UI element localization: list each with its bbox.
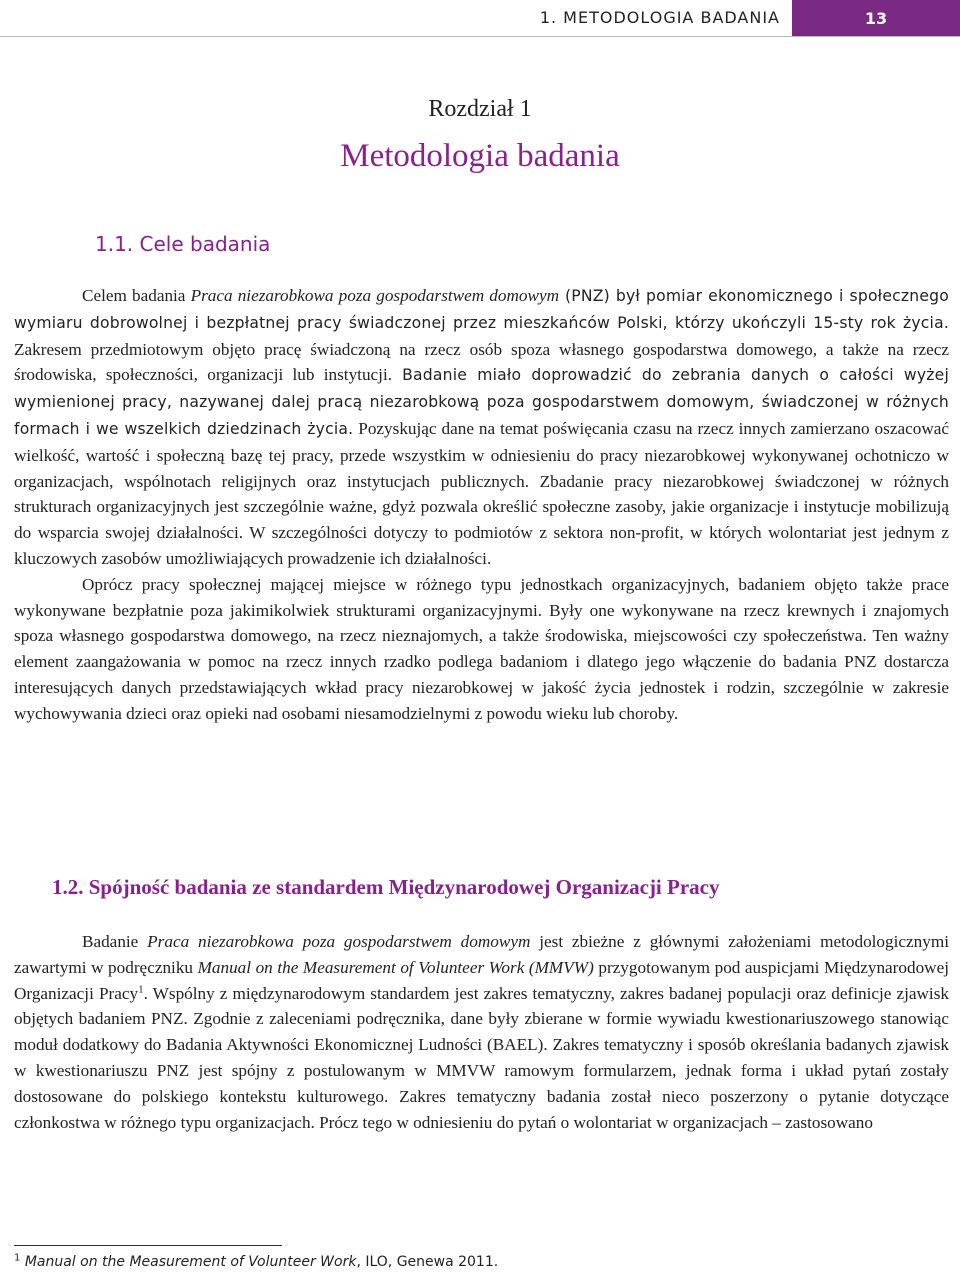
paragraph: Oprócz pracy społecznej mającej miejsce w różnego typu jednostkach organizacyjnych, badaniem objęto także prace wykonywane bezpłatnie poza jakimikolwiek strukturami organizacyjnymi. Były one wykonywane na rzecz krewnych i znajomych spoza własnego gospodarstwa domowego, na rzecz nieznajomych, a także środowiska, miejscowości czy społeczeństwa. Ten ważny element zaangażowania w pomoc na rzecz innych rzadko podlega badaniom i dlatego jego włączenie do badania PNZ dostarcza interesujących danych przedstawiających wkład pracy niezarobkowej w jakość życia jednostek i rodzin, szczególnie w zakresie wychowywania dzieci oraz opieki nad osobami niesamodzielnymi z powodu wieku lub choroby. bbox=[14, 574, 949, 723]
section-heading-1-2: 1.2. Spójność badania ze standardem Międzynarodowej Organizacji Pracy bbox=[52, 875, 720, 899]
section-heading-1-1: 1.1. Cele badania bbox=[95, 232, 271, 256]
text-run: Pozyskując dane na temat poświęcania czasu na rzecz innych zamierzano oszacować wielkość, wartość i społeczną bazę tej pracy, przede wszystkim w odniesieniu do pracy niezarobkowej wykonywanej ochotniczo w organizacjach, wspólnotach religijnych oraz instytucjach publicznych. Zbadanie pracy niezarobkowej świadczonej w różnych strukturach organizacyjnych jest szczególnie ważne, gdyż pozwala określić społeczne zasoby, jakie organizacje i instytucje mobilizują do wsparcia swojej działalności. W szczególności dotyczy to podmiotów z sektora non-profit, w których wolontariat jest jednym z kluczowych zasobów umożliwiających prowadzenie ich działalności. bbox=[14, 418, 949, 568]
footnote-text: , ILO, Genewa 2011. bbox=[356, 1254, 499, 1270]
italic-title: Praca niezarobkowa poza gospodarstwem domowym bbox=[147, 932, 531, 951]
footnote-title: Manual on the Measurement of Volunteer Work bbox=[24, 1254, 357, 1270]
paragraph bbox=[14, 283, 949, 572]
page-number: 13 bbox=[792, 0, 960, 36]
page-header bbox=[0, 0, 960, 38]
text-run: . Wspólny z międzynarodowym standardem jest zakres tematyczny, zakres badanej populacji oraz definicje zjawisk objętych badaniem PNZ. Zgodnie z zaleceniami podręcznika, dane były zbierane w formie wywiadu kwestionariuszowego stanowiąc moduł dodatkowy do Badania Aktywności Ekonomicznej Ludności (BAEL). Zakres tematyczny i sposób określania badanych zjawisk w kwestionariuszu PNZ jest spójny z postulowanym w MMVW ramowym formularzem, jednak forma i układ pytań zostały dostosowane do polskiego kontekstu kulturowego. Zakres tematyczny badania został nieco poszerzony o pytanie dotyczące członkostwa w różnego typu organizacjach. Prócz tego w odniesieniu do pytań o wolontariat w organizacjach – zastosowano bbox=[14, 983, 949, 1132]
chapter-title: Metodologia badania bbox=[340, 138, 620, 174]
italic-title: Manual on the Measurement of Volunteer Work (MMVW) bbox=[197, 957, 594, 977]
header-divider bbox=[0, 36, 960, 37]
section-1-1-body bbox=[14, 283, 949, 727]
running-title: 1. METODOLOGIA BADANIA bbox=[539, 8, 780, 27]
footnote bbox=[14, 1254, 498, 1270]
text-run: Badanie miało doprowadzić do zebrania danych o całości wyżej wymienionej pracy, nazywanej dalej pracą niezarobkową poza gospodarstwem domowym, świadczonej w różnych formach i we wszelkich dziedzinach życia. bbox=[14, 366, 949, 438]
footnote-divider bbox=[14, 1245, 282, 1246]
footnote-ref[interactable]: 1 bbox=[138, 982, 144, 995]
text-run: Celem badania bbox=[82, 286, 191, 305]
paragraph bbox=[14, 929, 949, 1135]
section-1-2-body bbox=[14, 929, 949, 1135]
footnote-number: 1 bbox=[14, 1252, 21, 1264]
text-run: Zakresem przedmiotowym objęto pracę świadczoną na rzecz osób spoza własnego gospodarstwa domowego, a także na rzecz środowiska, społeczności, organizacji lub instytucji. bbox=[14, 339, 949, 385]
text-run: (PNZ) był pomiar ekonomicznego i społecznego wymiaru dobrowolnej i bezpłatnej pracy świadczonej przez mieszkańców Polski, którzy ukończyli 15-sty rok życia. bbox=[14, 287, 949, 332]
text-run: jest zbieżne z głównymi założeniami metodologicznymi zawartymi w podręczniku bbox=[14, 932, 949, 977]
chapter-label: Rozdział 1 bbox=[428, 96, 532, 122]
text-run: Badanie bbox=[82, 932, 148, 951]
italic-title: Praca niezarobkowa poza gospodarstwem domowym bbox=[190, 286, 559, 305]
text-run: przygotowanym pod auspicjami Międzynarodowej Organizacji Pracy bbox=[14, 957, 949, 1003]
